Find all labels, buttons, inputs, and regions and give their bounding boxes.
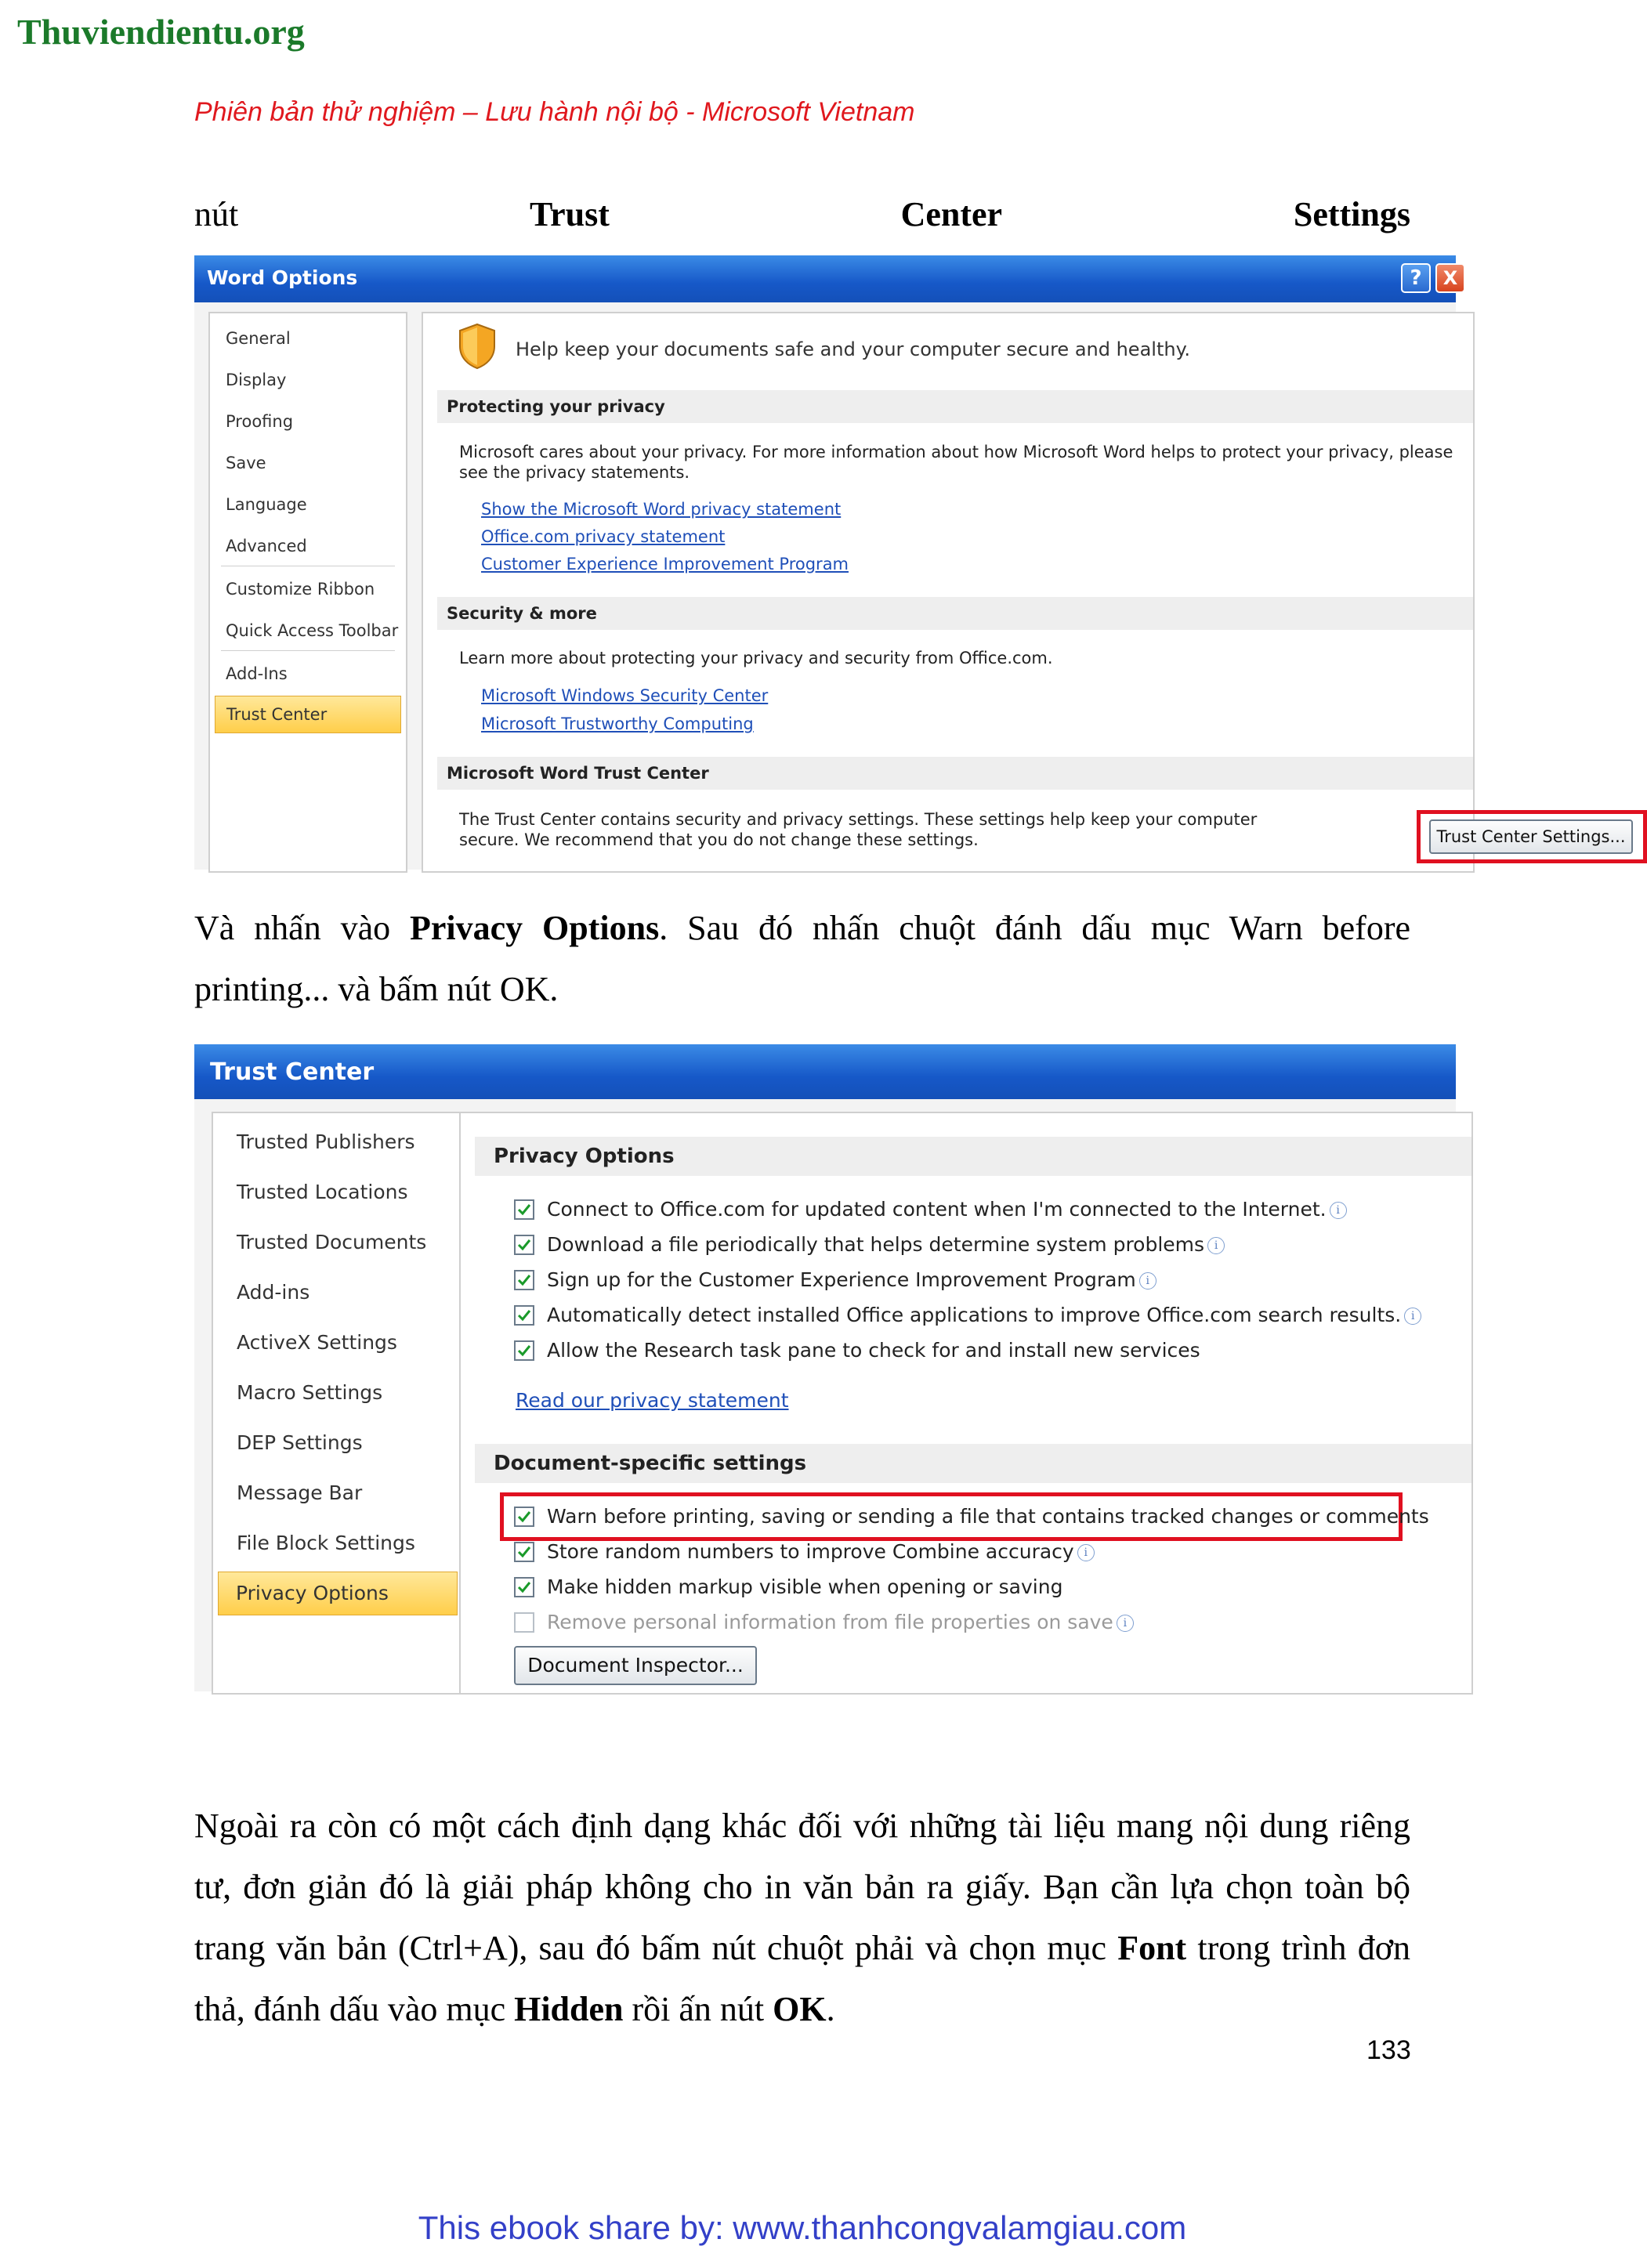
option-warn-before-printing xyxy=(547,1505,1429,1528)
option-download-file xyxy=(547,1233,1225,1256)
info-icon[interactable]: i xyxy=(1077,1544,1095,1561)
close-button[interactable] xyxy=(1435,263,1465,293)
link-ceip[interactable]: Customer Experience Improvement Program xyxy=(481,555,849,573)
link-trustworthy-computing[interactable]: Microsoft Trustworthy Computing xyxy=(481,714,754,733)
privacy-text-line2: see the privacy statements. xyxy=(459,463,690,482)
option-label: Allow the Research task pane to check for and install new services xyxy=(547,1339,1200,1362)
header-line: Phiên bản thử nghiệm – Lưu hành nội bộ - Microsoft Vietnam xyxy=(194,97,915,127)
close-icon: X xyxy=(1442,267,1458,289)
link-windows-security-center[interactable]: Microsoft Windows Security Center xyxy=(481,686,769,705)
word-options-titlebar xyxy=(194,255,1456,302)
option-store-random-numbers xyxy=(547,1540,1095,1563)
option-connect-office xyxy=(547,1198,1347,1221)
nav-language[interactable]: Language xyxy=(226,495,307,514)
para2-text-1: Ngoài ra còn có một cách định dạng khác đối với những tài liệu mang nội dung riêng tư, đơn giản đó là giải pháp không cho in văn bản ra giấy. Bạn cần lựa chọn toàn bộ trang văn bản (Ctrl+A), sau đó bấm nút chuột phải và chọn mục xyxy=(194,1807,1410,1967)
nav-advanced[interactable]: Advanced xyxy=(226,537,307,555)
nav-trusted-publishers[interactable]: Trusted Publishers xyxy=(237,1130,415,1153)
link-word-privacy-statement[interactable]: Show the Microsoft Word privacy statement xyxy=(481,500,842,519)
help-icon: ? xyxy=(1410,266,1422,290)
nav-activex-settings[interactable]: ActiveX Settings xyxy=(237,1331,397,1354)
word-options-dialog xyxy=(194,255,1626,870)
page-number: 133 xyxy=(1366,2035,1411,2065)
instruction-paragraph-1 xyxy=(194,898,1410,1020)
word-options-nav xyxy=(208,312,407,873)
checkbox-warn-before-printing[interactable] xyxy=(514,1507,534,1527)
para1-text-c: . Sau đó nhấn chuột đánh dấu mục Warn before printing... và bấm nút OK. xyxy=(194,909,1411,1008)
trust-text-line2: secure. We recommend that you do not change these settings. xyxy=(459,830,979,849)
nav-quick-access-toolbar[interactable]: Quick Access Toolbar xyxy=(226,621,399,640)
option-detect-apps xyxy=(547,1304,1421,1326)
word-trust: Trust xyxy=(529,195,610,233)
nav-privacy-options[interactable]: Privacy Options xyxy=(218,1572,458,1615)
security-text: Learn more about protecting your privacy and security from Office.com. xyxy=(459,649,1053,667)
option-label: Download a file periodically that helps determine system problems xyxy=(547,1233,1205,1256)
word-options-content xyxy=(422,312,1626,873)
option-remove-personal-info xyxy=(547,1611,1134,1633)
info-icon[interactable]: i xyxy=(1330,1202,1347,1219)
para1-privacy-options: Privacy Options xyxy=(410,909,660,947)
option-label: Sign up for the Customer Experience Improvement Program xyxy=(547,1268,1136,1291)
para2-text-3: rồi ấn nút xyxy=(623,1990,773,2028)
section-document-specific: Document-specific settings xyxy=(475,1444,1471,1483)
privacy-text-line1: Microsoft cares about your privacy. For more information about how Microsoft Word helps to protect your privacy, please xyxy=(459,443,1453,461)
nav-save[interactable]: Save xyxy=(226,454,266,472)
para1-text-a: Và nhấn vào xyxy=(194,909,411,947)
nav-file-block-settings[interactable]: File Block Settings xyxy=(237,1532,415,1554)
section-word-trust-center: Microsoft Word Trust Center xyxy=(437,757,1473,790)
trust-center-dialog xyxy=(194,1044,1456,1691)
link-read-privacy-statement[interactable]: Read our privacy statement xyxy=(516,1389,789,1412)
checkbox-store-random-numbers[interactable] xyxy=(514,1542,534,1562)
info-icon[interactable]: i xyxy=(1139,1272,1157,1290)
trust-center-content xyxy=(459,1112,1473,1695)
option-label: Remove personal information from file properties on save xyxy=(547,1611,1113,1633)
nav-proofing[interactable]: Proofing xyxy=(226,412,294,431)
nav-trust-center[interactable]: Trust Center xyxy=(215,696,401,733)
intro-text: Help keep your documents safe and your computer secure and healthy. xyxy=(516,338,1190,360)
nav-general[interactable]: General xyxy=(226,329,291,348)
option-label: Make hidden markup visible when opening or saving xyxy=(547,1575,1063,1598)
option-hidden-markup xyxy=(547,1575,1062,1598)
word-settings: Settings xyxy=(1293,195,1410,233)
nav-customize-ribbon[interactable]: Customize Ribbon xyxy=(226,580,375,599)
checkbox-remove-personal-info[interactable] xyxy=(514,1612,534,1633)
nav-dep-settings[interactable]: DEP Settings xyxy=(237,1431,363,1454)
option-label: Store random numbers to improve Combine accuracy xyxy=(547,1540,1074,1563)
para2-ok: OK xyxy=(773,1990,827,2028)
trust-center-titlebar xyxy=(194,1044,1456,1099)
option-label: Automatically detect installed Office applications to improve Office.com search results. xyxy=(547,1304,1402,1326)
section-security-more: Security & more xyxy=(437,597,1473,630)
info-icon[interactable]: i xyxy=(1207,1237,1225,1254)
option-label: Warn before printing, saving or sending a file that contains tracked changes or comments xyxy=(547,1505,1429,1528)
nav-divider xyxy=(221,650,395,651)
section-privacy-options: Privacy Options xyxy=(475,1137,1471,1176)
para2-text-4: . xyxy=(826,1990,835,2028)
nav-add-ins[interactable]: Add-ins xyxy=(237,1281,310,1304)
checkbox-hidden-markup[interactable] xyxy=(514,1577,534,1597)
word-center: Center xyxy=(900,195,1003,233)
nav-message-bar[interactable]: Message Bar xyxy=(237,1481,363,1504)
nav-trusted-locations[interactable]: Trusted Locations xyxy=(237,1181,408,1203)
option-ceip xyxy=(547,1268,1157,1291)
para2-font: Font xyxy=(1117,1929,1187,1967)
option-research-pane xyxy=(547,1339,1200,1362)
link-office-privacy-statement[interactable]: Office.com privacy statement xyxy=(481,527,726,546)
info-icon[interactable]: i xyxy=(1117,1615,1134,1632)
checkbox-detect-apps[interactable] xyxy=(514,1305,534,1326)
para2-text-2: trong trình đơn thả, đánh dấu vào mục xyxy=(194,1929,1410,2028)
instruction-line-1 xyxy=(194,194,1410,234)
checkbox-ceip[interactable] xyxy=(514,1270,534,1290)
checkbox-research-pane[interactable] xyxy=(514,1340,534,1361)
footer-share-line: This ebook share by: www.thanhcongvalamgiau.com xyxy=(418,2209,1187,2246)
trust-center-settings-button[interactable]: Trust Center Settings... xyxy=(1429,819,1633,854)
instruction-paragraph-2 xyxy=(194,1796,1410,2040)
trust-text-line1: The Trust Center contains security and privacy settings. These settings help keep your computer xyxy=(459,810,1258,829)
dialog-title: Trust Center xyxy=(210,1058,375,1086)
shield-icon xyxy=(458,323,497,374)
nav-add-ins[interactable]: Add-Ins xyxy=(226,664,288,683)
nav-display[interactable]: Display xyxy=(226,371,287,389)
help-button[interactable] xyxy=(1401,263,1431,293)
checkbox-connect-office[interactable] xyxy=(514,1199,534,1220)
option-label: Connect to Office.com for updated content when I'm connected to the Internet. xyxy=(547,1198,1327,1221)
site-logo: Thuviendientu.org xyxy=(17,12,305,52)
para2-hidden: Hidden xyxy=(514,1990,624,2028)
nav-macro-settings[interactable]: Macro Settings xyxy=(237,1381,383,1404)
dialog-title: Word Options xyxy=(207,266,358,289)
trust-center-nav xyxy=(212,1112,464,1695)
checkbox-download-file[interactable] xyxy=(514,1235,534,1255)
document-inspector-button[interactable]: Document Inspector... xyxy=(514,1646,757,1685)
section-protecting-privacy: Protecting your privacy xyxy=(437,390,1473,423)
nav-trusted-documents[interactable]: Trusted Documents xyxy=(237,1231,427,1253)
info-icon[interactable]: i xyxy=(1404,1308,1421,1325)
word-nut: nút xyxy=(194,195,239,233)
